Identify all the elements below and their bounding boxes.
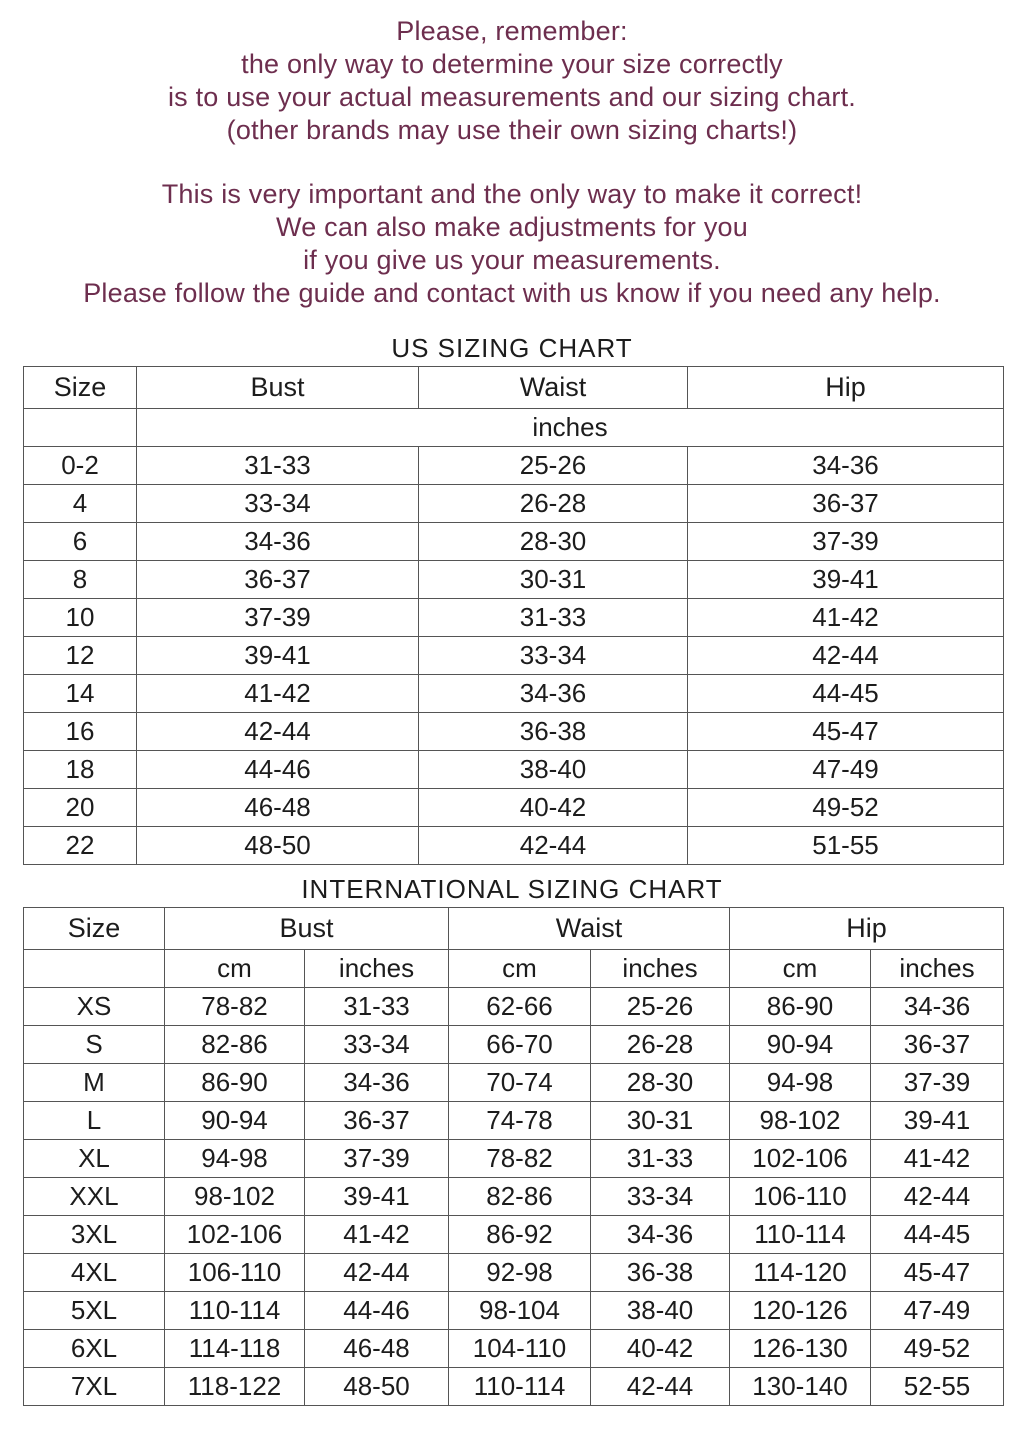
- measurement-cell: 130-140: [730, 1368, 871, 1406]
- measurement-cell: 102-106: [165, 1216, 305, 1254]
- table-row: [24, 485, 1004, 523]
- table-row: [24, 1140, 1004, 1178]
- measurement-cell: 44-46: [137, 751, 419, 789]
- measurement-cell: 31-33: [137, 447, 419, 485]
- measurement-cell: 42-44: [871, 1178, 1004, 1216]
- measurement-cell: 39-41: [137, 637, 419, 675]
- table-row: [24, 1102, 1004, 1140]
- size-cell: 4XL: [24, 1254, 165, 1292]
- size-cell: 22: [24, 827, 137, 865]
- measurement-cell: 33-34: [305, 1026, 449, 1064]
- measurement-cell: 34-36: [871, 988, 1004, 1026]
- table-row: [24, 1330, 1004, 1368]
- measurement-cell: 30-31: [419, 561, 688, 599]
- measurement-cell: 36-37: [305, 1102, 449, 1140]
- measurement-cell: 34-36: [305, 1064, 449, 1102]
- measurement-cell: 120-126: [730, 1292, 871, 1330]
- intro-paragraph-2: [0, 178, 1024, 310]
- measurement-cell: 39-41: [305, 1178, 449, 1216]
- intl-col-header-hip: Hip: [730, 908, 1004, 950]
- measurement-cell: 51-55: [688, 827, 1004, 865]
- measurement-cell: 106-110: [165, 1254, 305, 1292]
- measurement-cell: 48-50: [137, 827, 419, 865]
- measurement-cell: 42-44: [591, 1368, 730, 1406]
- intl-subcol-waist-inches: inches: [591, 950, 730, 988]
- measurement-cell: 46-48: [305, 1330, 449, 1368]
- intro-text: [0, 0, 1024, 310]
- size-cell: 4: [24, 485, 137, 523]
- table-row: [24, 827, 1004, 865]
- table-row: [24, 789, 1004, 827]
- measurement-cell: 86-90: [165, 1064, 305, 1102]
- measurement-cell: 66-70: [449, 1026, 591, 1064]
- measurement-cell: 49-52: [871, 1330, 1004, 1368]
- measurement-cell: 44-46: [305, 1292, 449, 1330]
- intl-col-header-waist: Waist: [449, 908, 730, 950]
- measurement-cell: 34-36: [688, 447, 1004, 485]
- intl-subcol-bust-cm: cm: [165, 950, 305, 988]
- size-cell: 18: [24, 751, 137, 789]
- size-cell: 3XL: [24, 1216, 165, 1254]
- measurement-cell: 45-47: [871, 1254, 1004, 1292]
- measurement-cell: 26-28: [419, 485, 688, 523]
- measurement-cell: 42-44: [305, 1254, 449, 1292]
- measurement-cell: 90-94: [165, 1102, 305, 1140]
- size-cell: 16: [24, 713, 137, 751]
- measurement-cell: 47-49: [871, 1292, 1004, 1330]
- measurement-cell: 41-42: [305, 1216, 449, 1254]
- intro-line: Please follow the guide and contact with us know if you need any help.: [83, 278, 941, 308]
- us-col-header-waist: Waist: [419, 367, 688, 409]
- size-cell: 10: [24, 599, 137, 637]
- measurement-cell: 36-37: [688, 485, 1004, 523]
- us-col-header-size: Size: [24, 367, 137, 409]
- intro-line: (other brands may use their own sizing charts!): [226, 115, 798, 145]
- us-col-header-hip: Hip: [688, 367, 1004, 409]
- measurement-cell: 110-114: [165, 1292, 305, 1330]
- intro-line: We can also make adjustments for you: [276, 212, 748, 242]
- measurement-cell: 40-42: [419, 789, 688, 827]
- measurement-cell: 86-90: [730, 988, 871, 1026]
- measurement-cell: 82-86: [165, 1026, 305, 1064]
- size-cell: 6XL: [24, 1330, 165, 1368]
- table-row: [24, 1292, 1004, 1330]
- measurement-cell: 33-34: [591, 1178, 730, 1216]
- empty-cell: [24, 950, 165, 988]
- us-col-header-bust: Bust: [137, 367, 419, 409]
- measurement-cell: 118-122: [165, 1368, 305, 1406]
- measurement-cell: 102-106: [730, 1140, 871, 1178]
- measurement-cell: 70-74: [449, 1064, 591, 1102]
- intl-subcol-hip-inches: inches: [871, 950, 1004, 988]
- us-unit-row: [24, 409, 1004, 447]
- measurement-cell: 46-48: [137, 789, 419, 827]
- size-cell: 12: [24, 637, 137, 675]
- measurement-cell: 37-39: [688, 523, 1004, 561]
- intl-chart-title: INTERNATIONAL SIZING CHART: [301, 874, 723, 904]
- size-cell: 7XL: [24, 1368, 165, 1406]
- measurement-cell: 114-118: [165, 1330, 305, 1368]
- measurement-cell: 33-34: [137, 485, 419, 523]
- table-row: [24, 447, 1004, 485]
- intro-line: the only way to determine your size correctly: [241, 49, 783, 79]
- intl-col-header-size: Size: [24, 908, 165, 950]
- empty-cell: [24, 409, 137, 447]
- measurement-cell: 30-31: [591, 1102, 730, 1140]
- intl-subcol-waist-cm: cm: [449, 950, 591, 988]
- table-row: [24, 1026, 1004, 1064]
- intro-paragraph-1: [0, 15, 1024, 147]
- measurement-cell: 25-26: [419, 447, 688, 485]
- table-row: [24, 988, 1004, 1026]
- measurement-cell: 86-92: [449, 1216, 591, 1254]
- measurement-cell: 110-114: [449, 1368, 591, 1406]
- table-row: [24, 1178, 1004, 1216]
- measurement-cell: 62-66: [449, 988, 591, 1026]
- size-cell: XL: [24, 1140, 165, 1178]
- measurement-cell: 90-94: [730, 1026, 871, 1064]
- table-row: [24, 637, 1004, 675]
- measurement-cell: 36-38: [591, 1254, 730, 1292]
- intl-subcol-bust-inches: inches: [305, 950, 449, 988]
- measurement-cell: 48-50: [305, 1368, 449, 1406]
- measurement-cell: 44-45: [688, 675, 1004, 713]
- intl-sizing-table: [23, 907, 1004, 1406]
- measurement-cell: 42-44: [419, 827, 688, 865]
- intro-line: This is very important and the only way to make it correct!: [161, 179, 863, 209]
- measurement-cell: 41-42: [871, 1140, 1004, 1178]
- measurement-cell: 126-130: [730, 1330, 871, 1368]
- measurement-cell: 36-37: [871, 1026, 1004, 1064]
- measurement-cell: 34-36: [137, 523, 419, 561]
- size-cell: 0-2: [24, 447, 137, 485]
- measurement-cell: 39-41: [871, 1102, 1004, 1140]
- measurement-cell: 110-114: [730, 1216, 871, 1254]
- measurement-cell: 47-49: [688, 751, 1004, 789]
- measurement-cell: 106-110: [730, 1178, 871, 1216]
- us-header-row: [24, 367, 1004, 409]
- measurement-cell: 28-30: [591, 1064, 730, 1102]
- measurement-cell: 41-42: [137, 675, 419, 713]
- measurement-cell: 42-44: [688, 637, 1004, 675]
- size-cell: M: [24, 1064, 165, 1102]
- measurement-cell: 33-34: [419, 637, 688, 675]
- measurement-cell: 78-82: [449, 1140, 591, 1178]
- measurement-cell: 31-33: [591, 1140, 730, 1178]
- table-row: [24, 1254, 1004, 1292]
- measurement-cell: 37-39: [871, 1064, 1004, 1102]
- us-table-body: [24, 447, 1004, 865]
- intl-subheader-row: [24, 950, 1004, 988]
- size-cell: 5XL: [24, 1292, 165, 1330]
- measurement-cell: 52-55: [871, 1368, 1004, 1406]
- measurement-cell: 28-30: [419, 523, 688, 561]
- measurement-cell: 42-44: [137, 713, 419, 751]
- size-cell: XXL: [24, 1178, 165, 1216]
- table-row: [24, 1368, 1004, 1406]
- us-sizing-table: [23, 366, 1004, 865]
- measurement-cell: 94-98: [165, 1140, 305, 1178]
- intro-line: is to use your actual measurements and our sizing chart.: [167, 82, 857, 112]
- measurement-cell: 49-52: [688, 789, 1004, 827]
- measurement-cell: 37-39: [305, 1140, 449, 1178]
- us-chart-title: US SIZING CHART: [391, 333, 633, 363]
- measurement-cell: 94-98: [730, 1064, 871, 1102]
- size-cell: 14: [24, 675, 137, 713]
- table-row: [24, 751, 1004, 789]
- measurement-cell: 45-47: [688, 713, 1004, 751]
- measurement-cell: 41-42: [688, 599, 1004, 637]
- measurement-cell: 38-40: [591, 1292, 730, 1330]
- intl-table-body: [24, 988, 1004, 1406]
- table-row: [24, 1064, 1004, 1102]
- measurement-cell: 39-41: [688, 561, 1004, 599]
- measurement-cell: 82-86: [449, 1178, 591, 1216]
- measurement-cell: 34-36: [419, 675, 688, 713]
- measurement-cell: 26-28: [591, 1026, 730, 1064]
- measurement-cell: 25-26: [591, 988, 730, 1026]
- measurement-cell: 74-78: [449, 1102, 591, 1140]
- intro-line: if you give us your measurements.: [303, 245, 721, 275]
- size-cell: XS: [24, 988, 165, 1026]
- size-cell: L: [24, 1102, 165, 1140]
- table-row: [24, 713, 1004, 751]
- measurement-cell: 78-82: [165, 988, 305, 1026]
- measurement-cell: 31-33: [419, 599, 688, 637]
- size-cell: S: [24, 1026, 165, 1064]
- measurement-cell: 34-36: [591, 1216, 730, 1254]
- measurement-cell: 92-98: [449, 1254, 591, 1292]
- table-row: [24, 675, 1004, 713]
- measurement-cell: 44-45: [871, 1216, 1004, 1254]
- table-row: [24, 561, 1004, 599]
- table-row: [24, 523, 1004, 561]
- size-cell: 6: [24, 523, 137, 561]
- measurement-cell: 36-37: [137, 561, 419, 599]
- size-cell: 8: [24, 561, 137, 599]
- measurement-cell: 104-110: [449, 1330, 591, 1368]
- measurement-cell: 98-102: [165, 1178, 305, 1216]
- table-row: [24, 1216, 1004, 1254]
- table-row: [24, 599, 1004, 637]
- measurement-cell: 98-102: [730, 1102, 871, 1140]
- measurement-cell: 40-42: [591, 1330, 730, 1368]
- intl-header-row: [24, 908, 1004, 950]
- intro-line: Please, remember:: [396, 16, 628, 46]
- us-unit-label: inches: [137, 409, 1004, 447]
- measurement-cell: 31-33: [305, 988, 449, 1026]
- measurement-cell: 37-39: [137, 599, 419, 637]
- measurement-cell: 114-120: [730, 1254, 871, 1292]
- measurement-cell: 38-40: [419, 751, 688, 789]
- size-cell: 20: [24, 789, 137, 827]
- measurement-cell: 98-104: [449, 1292, 591, 1330]
- intl-subcol-hip-cm: cm: [730, 950, 871, 988]
- measurement-cell: 36-38: [419, 713, 688, 751]
- intl-col-header-bust: Bust: [165, 908, 449, 950]
